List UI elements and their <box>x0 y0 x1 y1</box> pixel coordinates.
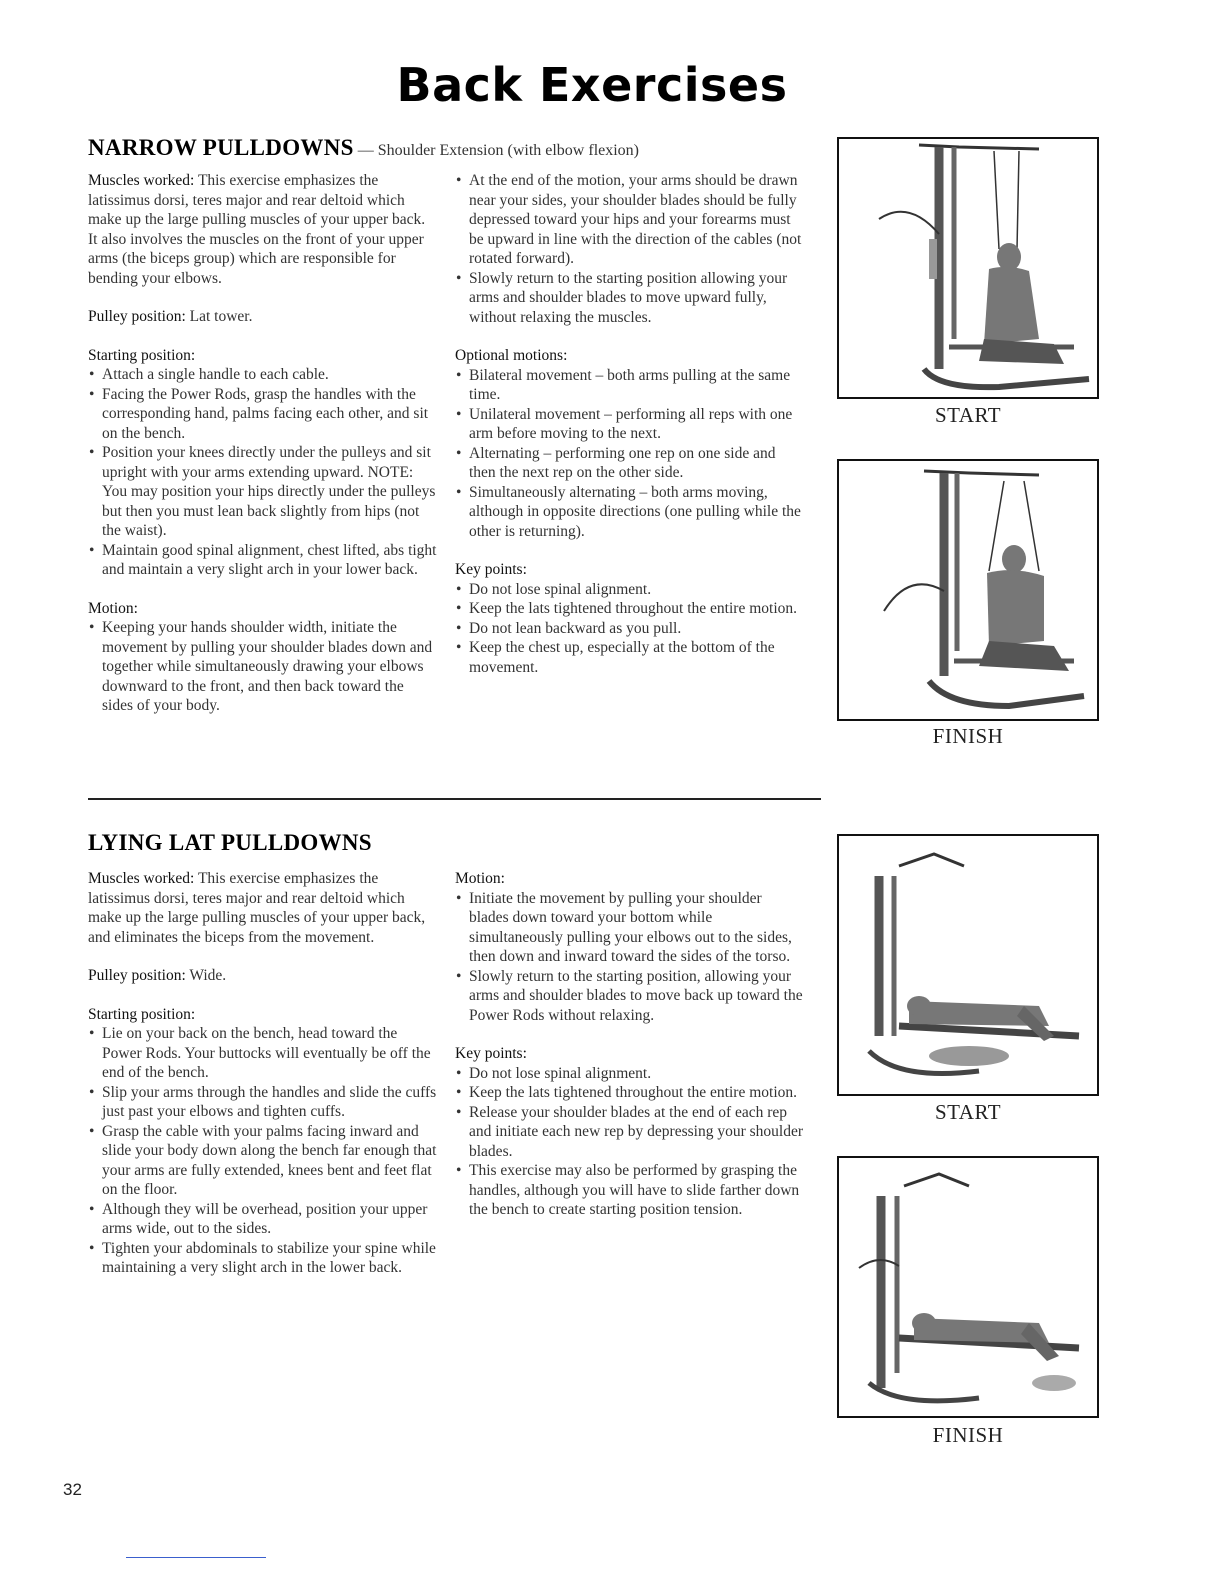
starting-list <box>88 365 438 580</box>
list-item: • Maintain good spinal alignment, chest lifted, abs tight and maintain a very slight arch in your lower back. <box>88 541 438 580</box>
list-item: • Slowly return to the starting position, allowing your arms and shoulder blades to move back up toward the Power Rods without relaxing. <box>455 967 805 1026</box>
pulley-text: Lat tower. <box>189 308 253 325</box>
list-item: • Unilateral movement – performing all reps with one arm before moving to the next. <box>455 405 805 444</box>
muscles-label: Muscles worked: <box>88 172 195 189</box>
starting-label: Starting position: <box>88 1005 196 1023</box>
list-item: • Bilateral movement – both arms pulling at the same time. <box>455 366 805 405</box>
motion-label: Motion: <box>455 870 505 887</box>
list-item: • Tighten your abdominals to stabilize your spine while maintaining a very slight arch in the lower back. <box>88 1239 438 1278</box>
pulley-paragraph <box>88 966 438 986</box>
page-title: Back Exercises <box>396 58 788 112</box>
footer-line <box>126 1557 266 1558</box>
narrow-left-column <box>88 171 438 716</box>
list-item: • Attach a single handle to each cable. <box>88 365 438 385</box>
list-item: • Do not lose spinal alignment. <box>455 580 805 600</box>
lying-finish-photo <box>837 1156 1099 1418</box>
pulley-paragraph <box>88 307 438 327</box>
page-number: 32 <box>63 1480 82 1499</box>
muscles-paragraph <box>88 171 438 288</box>
list-item: • Alternating – performing one rep on one side and then the next rep on the other side. <box>455 444 805 483</box>
muscles-text: This exercise emphasizes the latissimus dorsi, teres major and rear deltoid which make up the large pulling muscles of your upper back, and eliminates the biceps from the movement. <box>88 870 426 946</box>
motion-list <box>88 618 438 716</box>
pulley-label: Pulley position: <box>88 967 186 984</box>
starting-list <box>88 1024 438 1278</box>
motion-label: Motion: <box>88 599 138 617</box>
list-item: • Although they will be overhead, position your upper arms wide, out to the sides. <box>88 1200 438 1239</box>
key-points-list <box>455 580 805 678</box>
section-divider <box>88 798 821 800</box>
finish-caption: FINISH <box>932 724 1004 748</box>
narrow-finish-photo <box>837 459 1099 721</box>
motion-list <box>455 889 805 1026</box>
muscles-paragraph <box>88 869 438 947</box>
pulley-text: Wide. <box>189 967 227 984</box>
list-item: • Keep the lats tightened throughout the entire motion. <box>455 599 805 619</box>
lying-lat-pulldowns-heading <box>88 830 372 856</box>
list-item: • Keep the lats tightened throughout the entire motion. <box>455 1083 805 1103</box>
list-item: • Slip your arms through the handles and slide the cuffs just past your elbows and tighten cuffs. <box>88 1083 438 1122</box>
motion-list-continued <box>455 171 805 327</box>
list-item: • Release your shoulder blades at the end of each rep and initiate each new rep by depressing your shoulder blades. <box>455 1103 805 1162</box>
list-item: • At the end of the motion, your arms should be drawn near your sides, your shoulder blades should be fully depressed toward your hips and your forearms must be upward in line with the direction of the cables (not rotated forward). <box>455 171 805 269</box>
start-caption: START <box>934 1100 1002 1124</box>
key-points-label: Key points: <box>455 561 527 578</box>
starting-label: Starting position: <box>88 346 196 364</box>
finish-caption: FINISH <box>932 1423 1004 1447</box>
list-item: • Simultaneously alternating – both arms moving, although in opposite directions (one pulling while the other is returning). <box>455 483 805 542</box>
list-item: • Keep the chest up, especially at the bottom of the movement. <box>455 638 805 677</box>
list-item: • Lie on your back on the bench, head toward the Power Rods. Your buttocks will eventually be off the end of the bench. <box>88 1024 438 1083</box>
list-item: • Keeping your hands shoulder width, initiate the movement by pulling your shoulder blades down and together while simultaneously drawing your elbows downward to the front, and then back toward the sides of your body. <box>88 618 438 716</box>
narrow-right-column <box>455 171 805 677</box>
list-item: • This exercise may also be performed by grasping the handles, although you will have to slide farther down the bench to create starting position tension. <box>455 1161 805 1220</box>
narrow-pulldowns-heading <box>88 135 639 161</box>
muscles-label: Muscles worked: <box>88 870 195 887</box>
muscles-text: This exercise emphasizes the latissimus dorsi, teres major and rear deltoid which make up the large pulling muscles of your upper back. It also involves the muscles on the front of your upper arms (the biceps group) which are responsible for bending your elbows. <box>88 172 426 287</box>
lying-start-photo <box>837 834 1099 1096</box>
list-item: • Position your knees directly under the pulleys and sit upright with your arms extending upward. NOTE: You may position your hips directly under the pulleys but then you must lean back slightly from hips (not the waist). <box>88 443 438 541</box>
section-title: LYING LAT PULLDOWNS <box>88 830 372 855</box>
list-item: • Slowly return to the starting position allowing your arms and shoulder blades to move upward fully, without relaxing the muscles. <box>455 269 805 328</box>
section-subtitle: — Shoulder Extension (with elbow flexion) <box>357 142 640 159</box>
list-item: • Facing the Power Rods, grasp the handles with the corresponding hand, palms facing each other, and sit on the bench. <box>88 385 438 444</box>
narrow-start-photo <box>837 137 1099 399</box>
section-title: NARROW PULLDOWNS <box>88 135 354 160</box>
list-item: • Do not lean backward as you pull. <box>455 619 805 639</box>
optional-list <box>455 366 805 542</box>
lying-left-column <box>88 869 438 1278</box>
key-points-list <box>455 1064 805 1220</box>
start-caption: START <box>934 403 1002 427</box>
lying-right-column <box>455 869 805 1220</box>
list-item: • Grasp the cable with your palms facing inward and slide your body down along the bench far enough that your arms are fully extended, knees bent and feet flat on the floor. <box>88 1122 438 1200</box>
pulley-label: Pulley position: <box>88 308 186 325</box>
optional-label: Optional motions: <box>455 347 568 364</box>
list-item: • Initiate the movement by pulling your shoulder blades down toward your bottom while simultaneously pulling your elbows out to the sides, then down and inward toward the sides of the torso. <box>455 889 805 967</box>
key-points-label: Key points: <box>455 1045 527 1062</box>
list-item: • Do not lose spinal alignment. <box>455 1064 805 1084</box>
